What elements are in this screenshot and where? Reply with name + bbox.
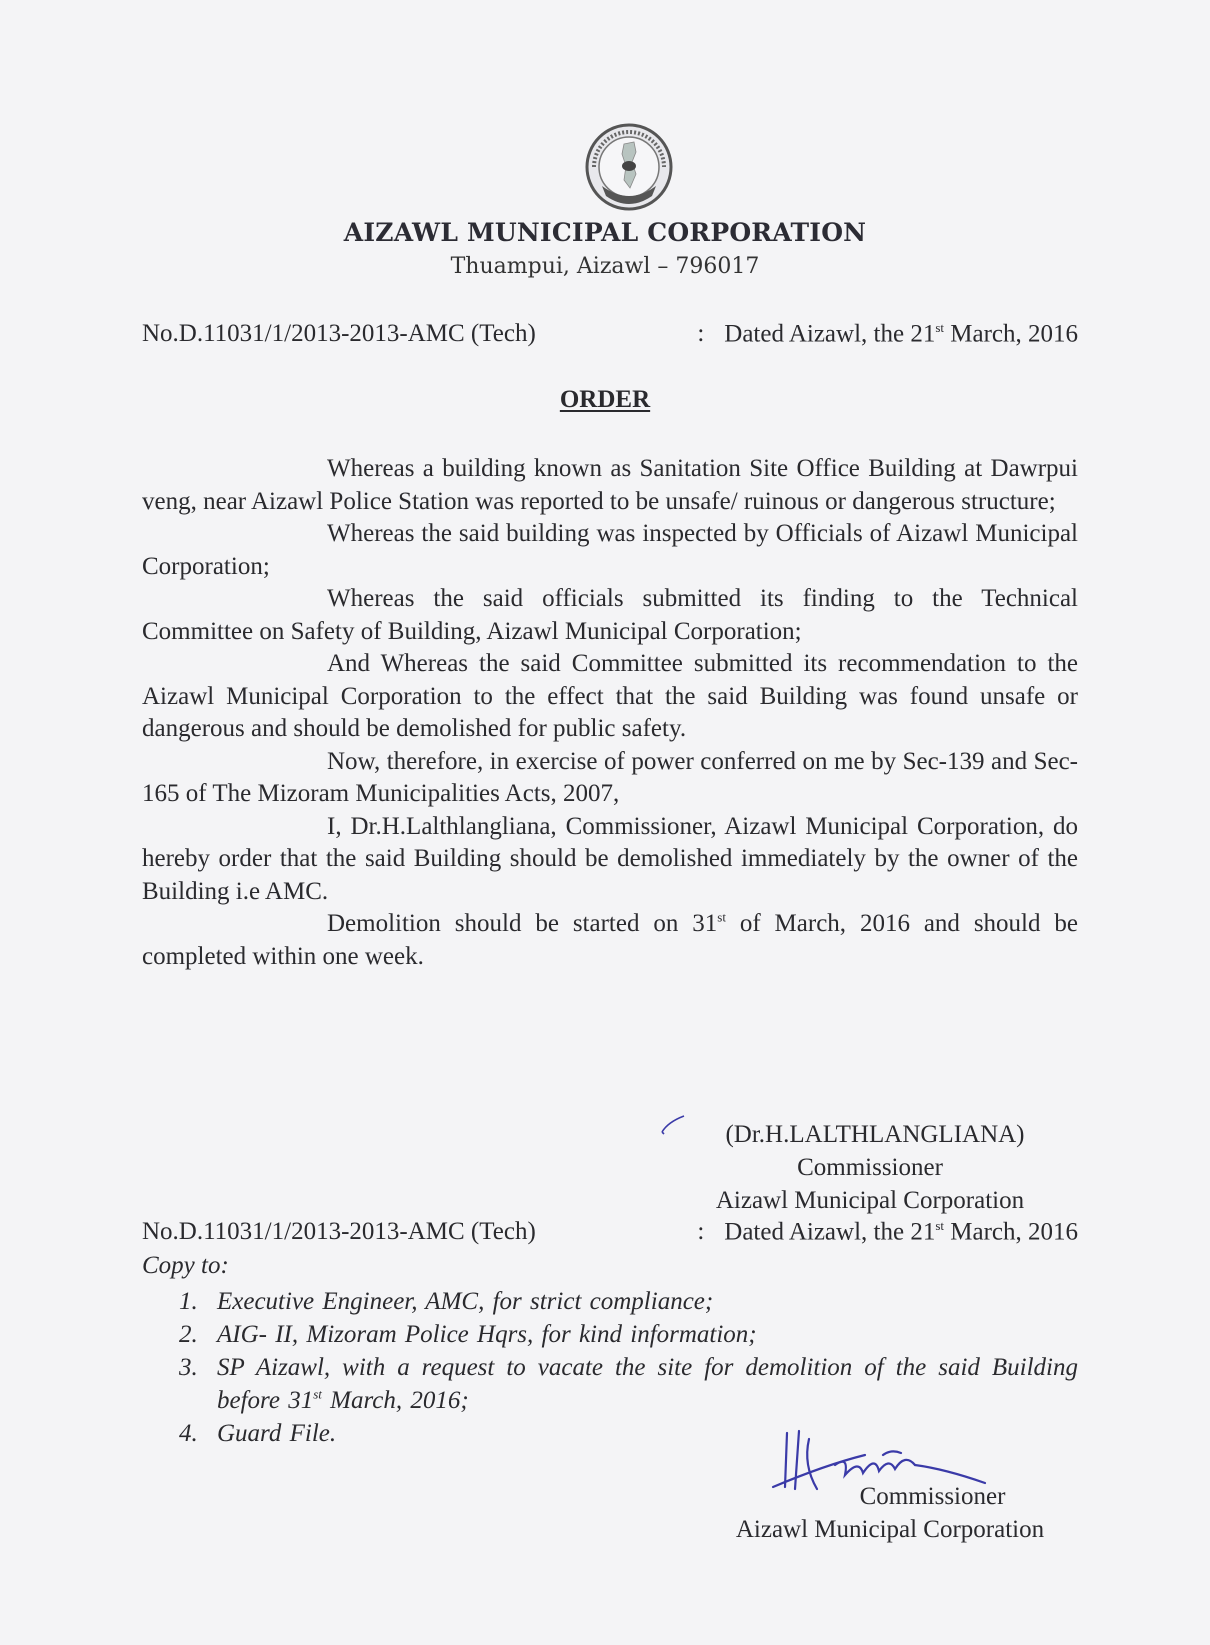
- order-paragraph: Whereas a building known as Sanitation Site Office Building at Dawrpui veng, near Aizawl Police Station was reported to be unsafe/ ruinous or dangerous structure;: [142, 455, 1078, 515]
- date-sup: st: [935, 320, 944, 335]
- last-para-sup: st: [717, 909, 726, 925]
- copy-list-item: [142, 1285, 1078, 1318]
- final-signatory-organization: Aizawl Municipal Corporation: [735, 1516, 1045, 1543]
- reference-number: No.D.11031/1/2013-2013-AMC (Tech): [142, 1218, 536, 1245]
- order-title: ORDER: [559, 386, 651, 413]
- order-paragraph: Whereas the said officials submitted its finding to the Technical Committee on Safety of Building, Aizawl Municipal Corporation;: [142, 585, 1078, 645]
- date-prefix: Dated Aizawl, the 21: [724, 320, 936, 348]
- item-text: Executive Engineer, AMC, for strict compliance;: [217, 1288, 714, 1315]
- signatory-name: (Dr.H.LALTHLANGLIANA): [725, 1121, 1025, 1148]
- item-number: 1.: [179, 1288, 198, 1315]
- order-paragraph: Whereas the said building was inspected by Officials of Aizawl Municipal Corporation;: [142, 520, 1078, 580]
- date-suffix: March, 2016: [944, 320, 1078, 348]
- signatory-name-row: [660, 1118, 1080, 1151]
- date-line: [724, 1218, 1078, 1246]
- copy-list-item: [142, 1351, 1078, 1417]
- separator: :: [697, 1218, 705, 1245]
- separator: :: [697, 320, 705, 347]
- last-para-suffix: of March, 2016 and should be completed within one week.: [142, 910, 1078, 970]
- copy-to-heading: Copy to:: [142, 1252, 229, 1279]
- order-body: [142, 453, 1078, 973]
- signatory-organization: Aizawl Municipal Corporation: [715, 1187, 1025, 1214]
- final-signatory-title: Commissioner: [859, 1483, 1006, 1510]
- copy-list-item: [142, 1318, 1078, 1351]
- date-sup: st: [935, 1218, 944, 1233]
- item-text-prefix: SP Aizawl, with a request to vacate the site for demolition of the said Building before 31: [217, 1354, 1078, 1414]
- organization-address: Thuampui, Aizawl – 796017: [450, 254, 760, 279]
- organization-name: AIZAWL MUNICIPAL CORPORATION: [343, 218, 867, 247]
- pen-tick-icon: [658, 1112, 688, 1142]
- date-suffix: March, 2016: [944, 1218, 1078, 1246]
- order-paragraph: And Whereas the said Committee submitted its recommendation to the Aizawl Municipal Corporation to the effect that the said Building was found unsafe or dangerous and should be demolished for public safety.: [142, 650, 1078, 742]
- item-number: 3.: [179, 1354, 198, 1381]
- reference-line: [142, 320, 1078, 348]
- final-signatory-block: [700, 1480, 1080, 1546]
- order-paragraph: Now, therefore, in exercise of power conferred on me by Sec-139 and Sec-165 of The Mizoram Municipalities Acts, 2007,: [142, 747, 1078, 807]
- date-prefix: Dated Aizawl, the 21: [724, 1218, 936, 1246]
- item-text: AIG- II, Mizoram Police Hqrs, for kind information;: [217, 1321, 757, 1348]
- order-paragraph-last: [142, 908, 1078, 973]
- municipal-seal-icon: [584, 122, 674, 212]
- item-text: Guard File.: [217, 1420, 337, 1447]
- signatory-block: [660, 1118, 1080, 1217]
- item-text-suffix: March, 2016;: [321, 1387, 469, 1414]
- reference-number: No.D.11031/1/2013-2013-AMC (Tech): [142, 320, 536, 347]
- item-number: 2.: [179, 1321, 198, 1348]
- item-text: [217, 1351, 1078, 1417]
- last-para-prefix: Demolition should be started on 31: [327, 910, 718, 937]
- order-paragraph: I, Dr.H.Lalthlangliana, Commissioner, Aizawl Municipal Corporation, do hereby order that the said Building should be demolished immediately by the owner of the Building i.e AMC.: [142, 812, 1078, 905]
- copy-reference-line: [142, 1218, 1078, 1246]
- item-text-sup: st: [313, 1386, 322, 1402]
- item-number: 4.: [179, 1420, 198, 1447]
- signatory-title: Commissioner: [797, 1154, 943, 1181]
- date-line: [724, 320, 1078, 348]
